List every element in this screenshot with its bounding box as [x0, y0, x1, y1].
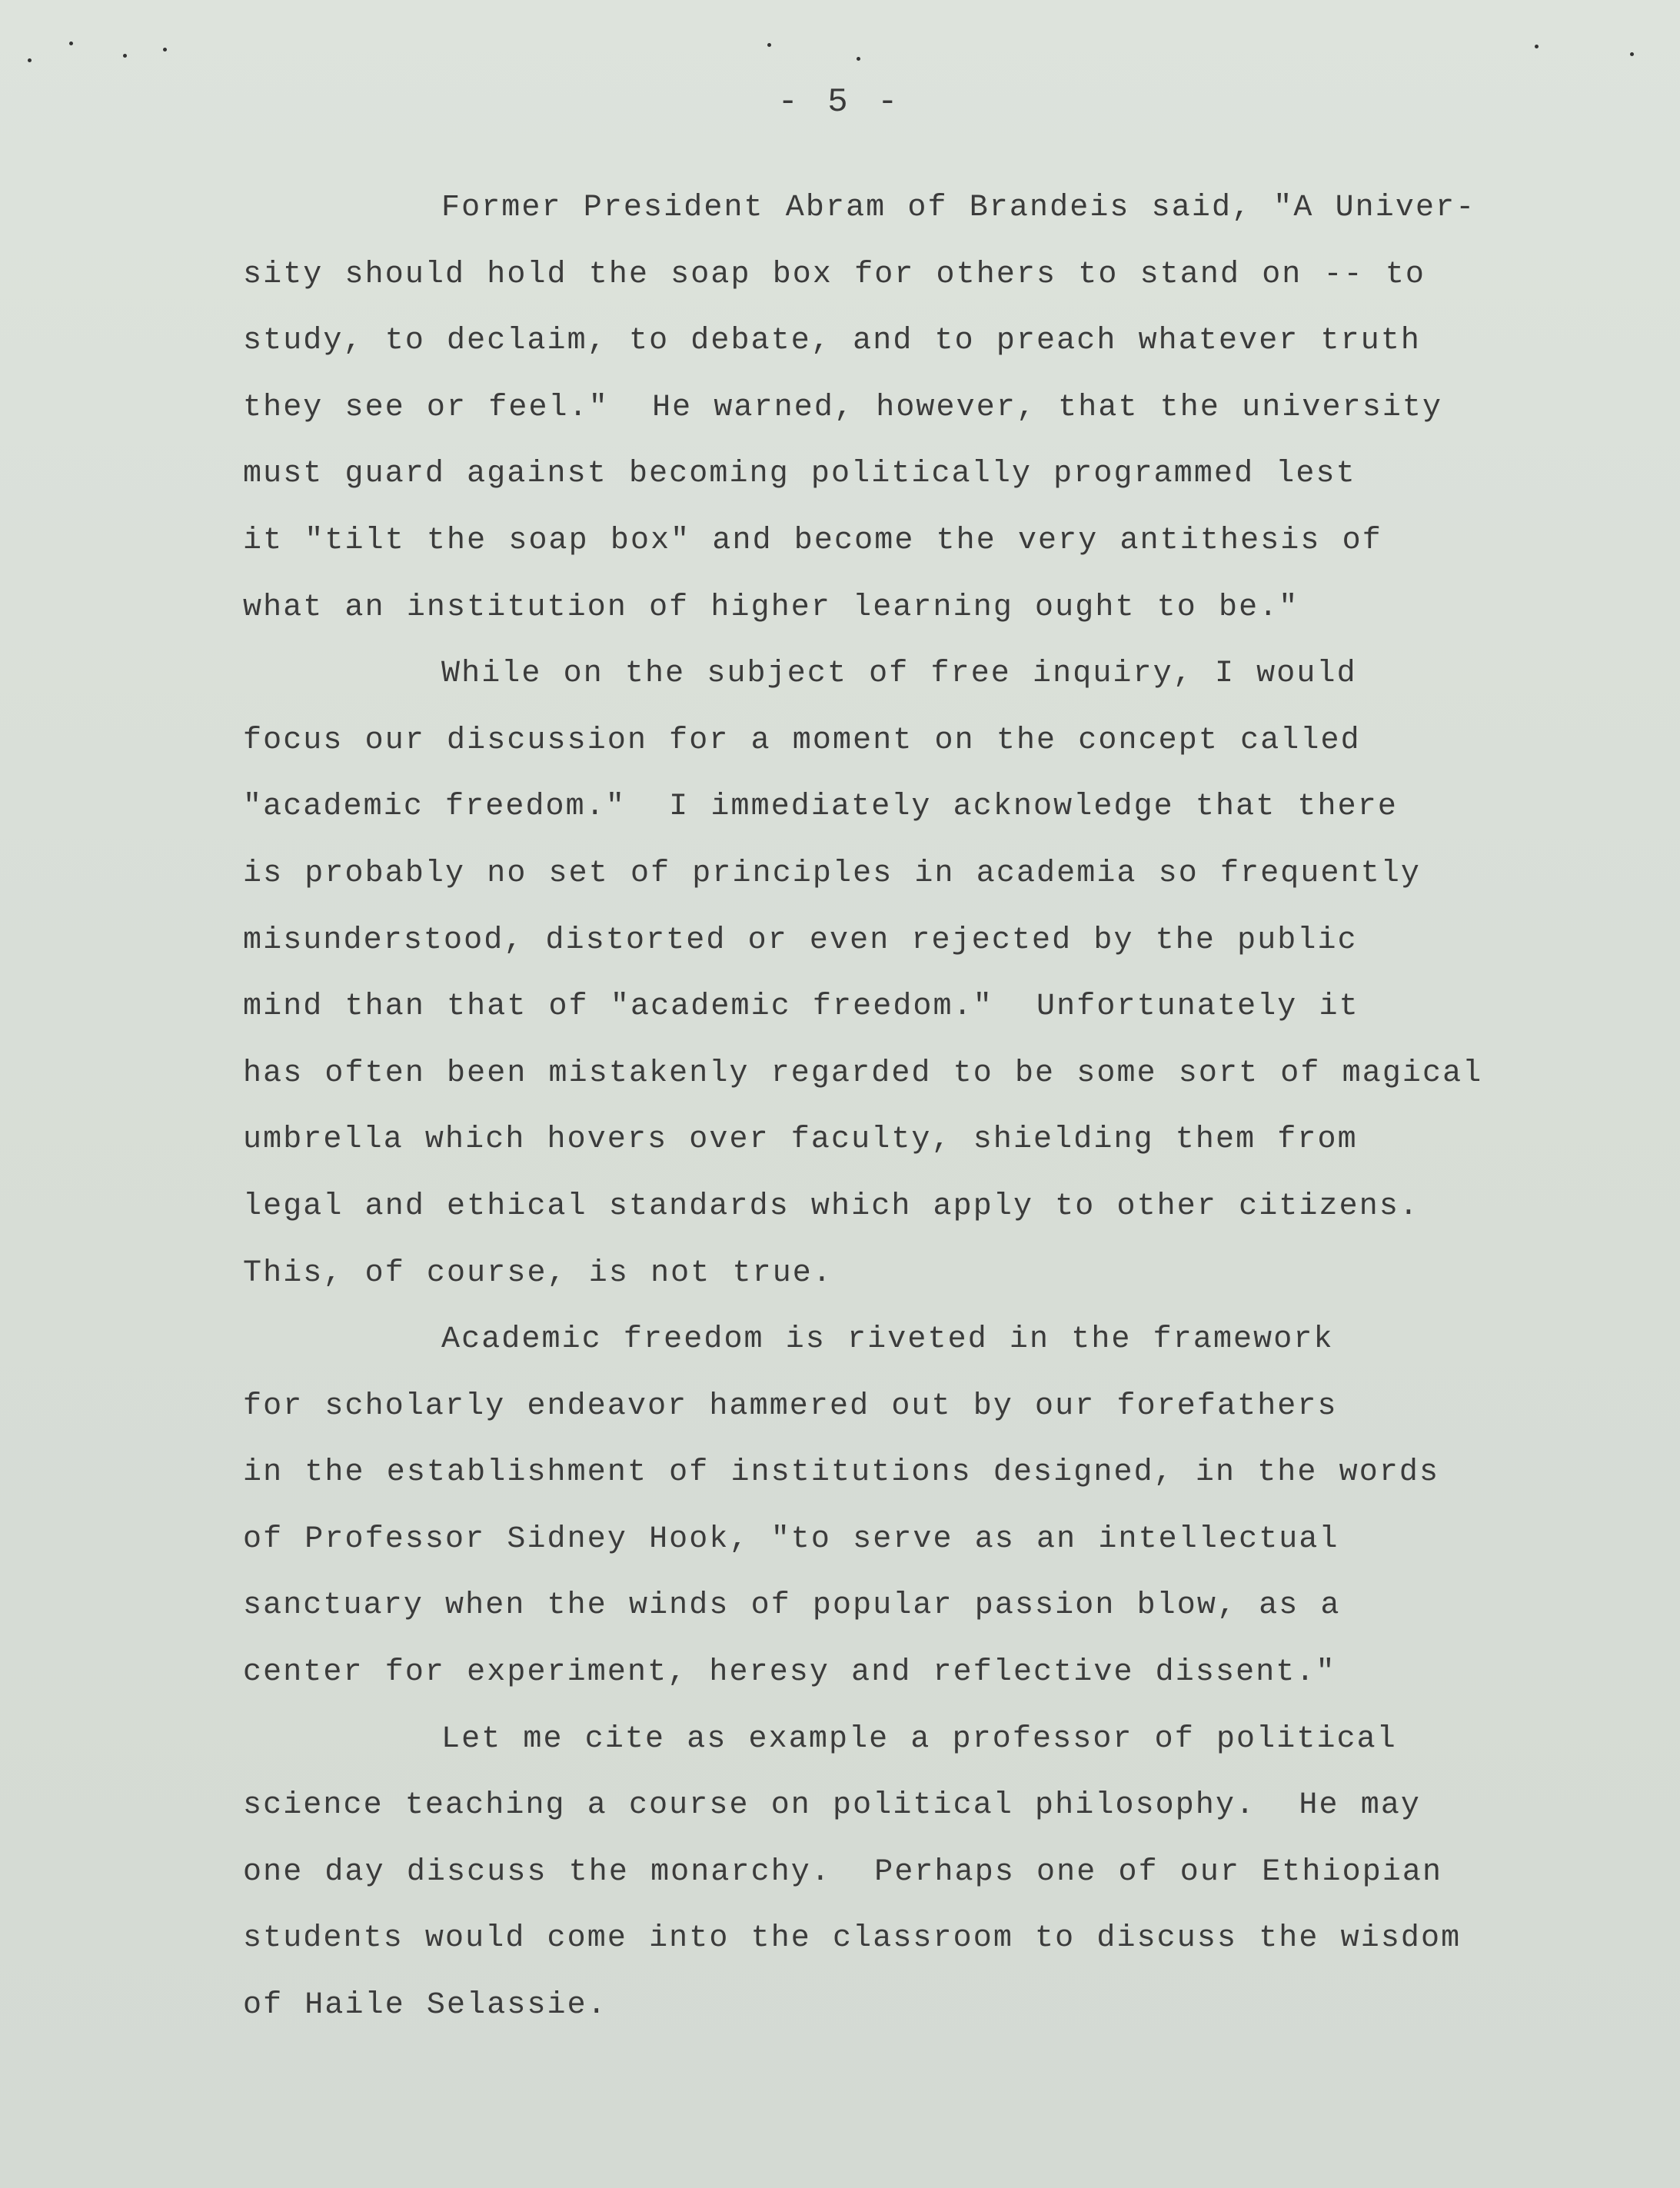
paragraph-line: must guard against becoming politically programmed lest — [243, 457, 1356, 492]
scan-speck — [163, 48, 167, 52]
paragraph-line: umbrella which hovers over faculty, shielding them from — [243, 1122, 1358, 1158]
paragraph-line: focus our discussion for a moment on the concept called — [243, 723, 1361, 758]
paragraph-line: what an institution of higher learning ought to be." — [243, 590, 1299, 625]
paragraph-line: of Professor Sidney Hook, "to serve as an intellectual — [243, 1521, 1339, 1557]
scan-speck — [767, 43, 771, 47]
paragraph-line: Academic freedom is riveted in the framework — [441, 1322, 1334, 1358]
paragraph-line: one day discuss the monarchy. Perhaps one of our Ethiopian — [243, 1854, 1443, 1890]
paragraph-line: "academic freedom." I immediately acknowledge that there — [243, 790, 1398, 825]
scan-speck — [1630, 52, 1634, 56]
page-number: - 5 - — [777, 83, 903, 121]
paragraph-line: it "tilt the soap box" and become the very antithesis of — [243, 523, 1382, 558]
paragraph-line: misunderstood, distorted or even rejected by the public — [243, 923, 1358, 958]
paragraph-line: sanctuary when the winds of popular passion blow, as a — [243, 1588, 1341, 1624]
paragraph-line: science teaching a course on political philosophy. He may — [243, 1788, 1422, 1824]
paragraph-line: Former President Abram of Brandeis said, "A Univer- — [441, 191, 1476, 225]
scan-speck — [123, 54, 127, 58]
paragraph-line: This, of course, is not true. — [243, 1255, 833, 1291]
paragraph-line: is probably no set of principles in academia so frequently — [243, 856, 1422, 891]
paragraph-line: legal and ethical standards which apply to other citizens. — [243, 1189, 1420, 1224]
paragraph-line: they see or feel." He warned, however, that the university — [243, 390, 1443, 425]
paragraph-line: of Haile Selassie. — [243, 1988, 607, 2023]
scan-speck — [69, 42, 73, 45]
scan-speck — [857, 57, 860, 61]
paragraph-line: students would come into the classroom to discuss the wisdom — [243, 1921, 1462, 1957]
paragraph-line: center for experiment, heresy and reflective dissent." — [243, 1655, 1336, 1691]
paragraph-line: has often been mistakenly regarded to be some sort of magical — [243, 1056, 1483, 1091]
paragraph-line: sity should hold the soap box for others to stand on -- to — [243, 257, 1426, 292]
paragraph-line: in the establishment of institutions designed, in the words — [243, 1455, 1440, 1491]
paragraph-line: mind than that of "academic freedom." Unfortunately it — [243, 989, 1359, 1025]
paragraph-line: Let me cite as example a professor of political — [441, 1721, 1397, 1757]
document-body — [243, 175, 1483, 2040]
paragraph-line: for scholarly endeavor hammered out by our forefathers — [243, 1388, 1338, 1424]
paragraph-line: While on the subject of free inquiry, I would — [441, 657, 1357, 692]
paragraph-line: study, to declaim, to debate, and to preach whatever truth — [243, 324, 1422, 359]
scan-speck — [28, 58, 32, 62]
scan-speck — [1535, 45, 1539, 48]
